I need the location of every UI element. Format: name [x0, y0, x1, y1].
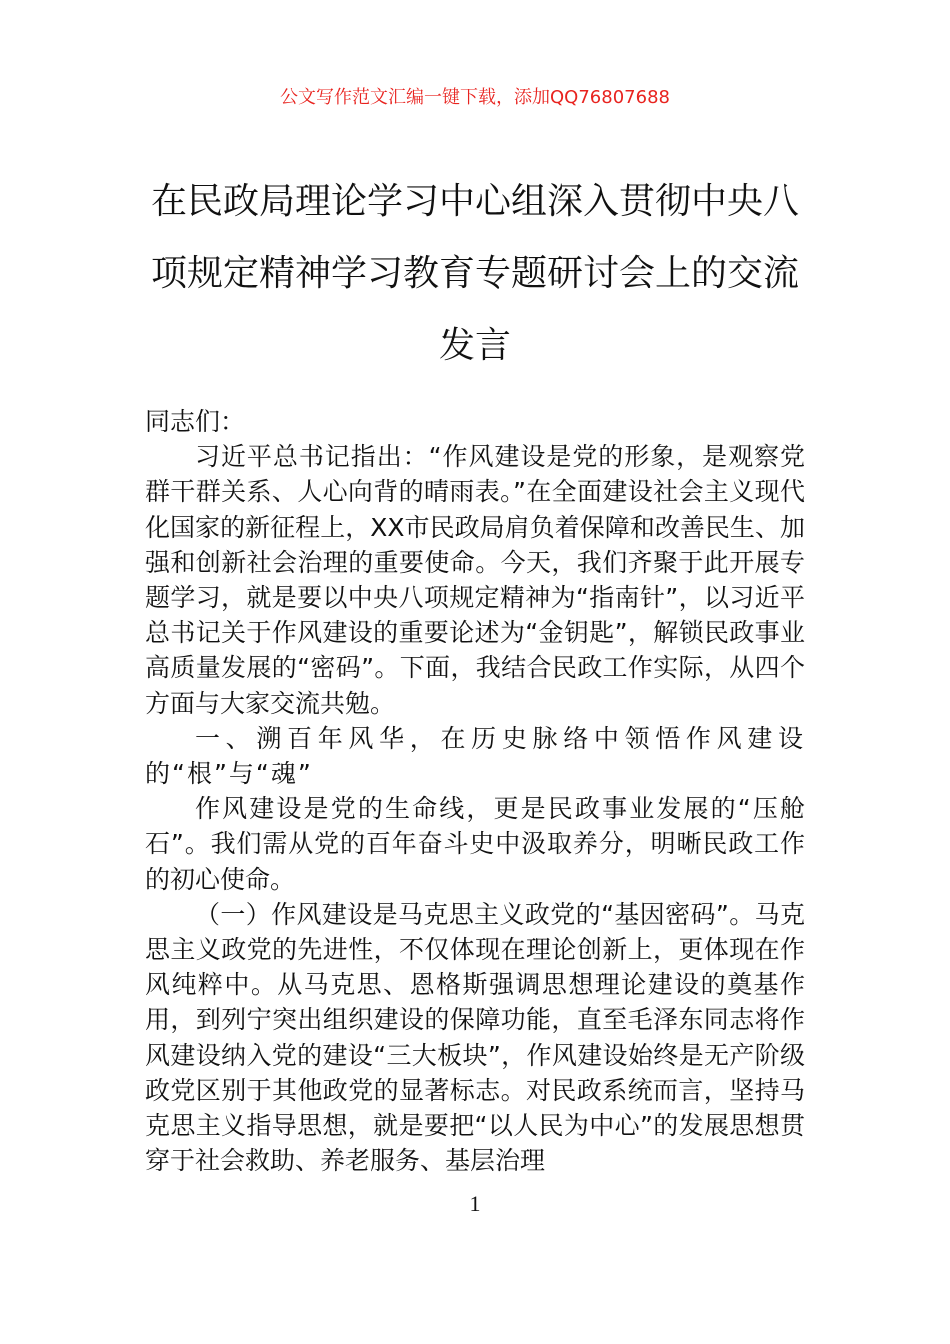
document-body — [145, 404, 805, 1178]
download-banner: 公文写作范文汇编一键下载，添加QQ76807688 — [280, 87, 670, 108]
paragraph-section-intro: 作风建设是党的生命线，更是民政事业发展的“压舱石”。我们需从党的百年奋斗史中汲取养分，明晰民政工作的初心使命。 — [145, 794, 805, 894]
title-line: 在民政局理论学习中心组深入贯彻中央八 — [150, 181, 799, 222]
page-number: 1 — [469, 1191, 481, 1216]
section-heading: 一、溯百年风华，在历史脉络中领悟作风建设的“根”与“魂” — [145, 723, 805, 789]
title-line: 发言 — [438, 325, 511, 366]
paragraph-intro: 习近平总书记指出：“作风建设是党的形象，是观察党群干群关系、人心向背的晴雨表。”在全面建设社会主义现代化国家的新征程上，XX市民政局肩负着保障和改善民生、加强和创新社会治理的重要使命。今天，我们齐聚于此开展专题学习，就是要以中央八项规定精神为“指南针”，以习近平总书记关于作风建设的重要论述为“金钥匙”，解锁民政事业高质量发展的“密码”。下面，我结合民政工作实际，从四个方面与大家交流共勉。 — [145, 442, 805, 718]
document-title — [145, 166, 805, 382]
salutation: 同志们： — [145, 407, 246, 436]
title-line: 项规定精神学习教育专题研讨会上的交流 — [150, 253, 799, 294]
paragraph-subsection: （一）作风建设是马克思主义政党的“基因密码”。马克思主义政党的先进性，不仅体现在理论创新上，更体现在作风纯粹中。从马克思、恩格斯强调思想理论建设的奠基作用，到列宁突出组织建设的保障功能，直至毛泽东同志将作风建设纳入党的建设“三大板块”，作风建设始终是无产阶级政党区别于其他政党的显著标志。对民政系统而言，坚持马克思主义指导思想，就是要把“以人民为中心”的发展思想贯穿于社会救助、养老服务、基层治理 — [145, 899, 805, 1176]
